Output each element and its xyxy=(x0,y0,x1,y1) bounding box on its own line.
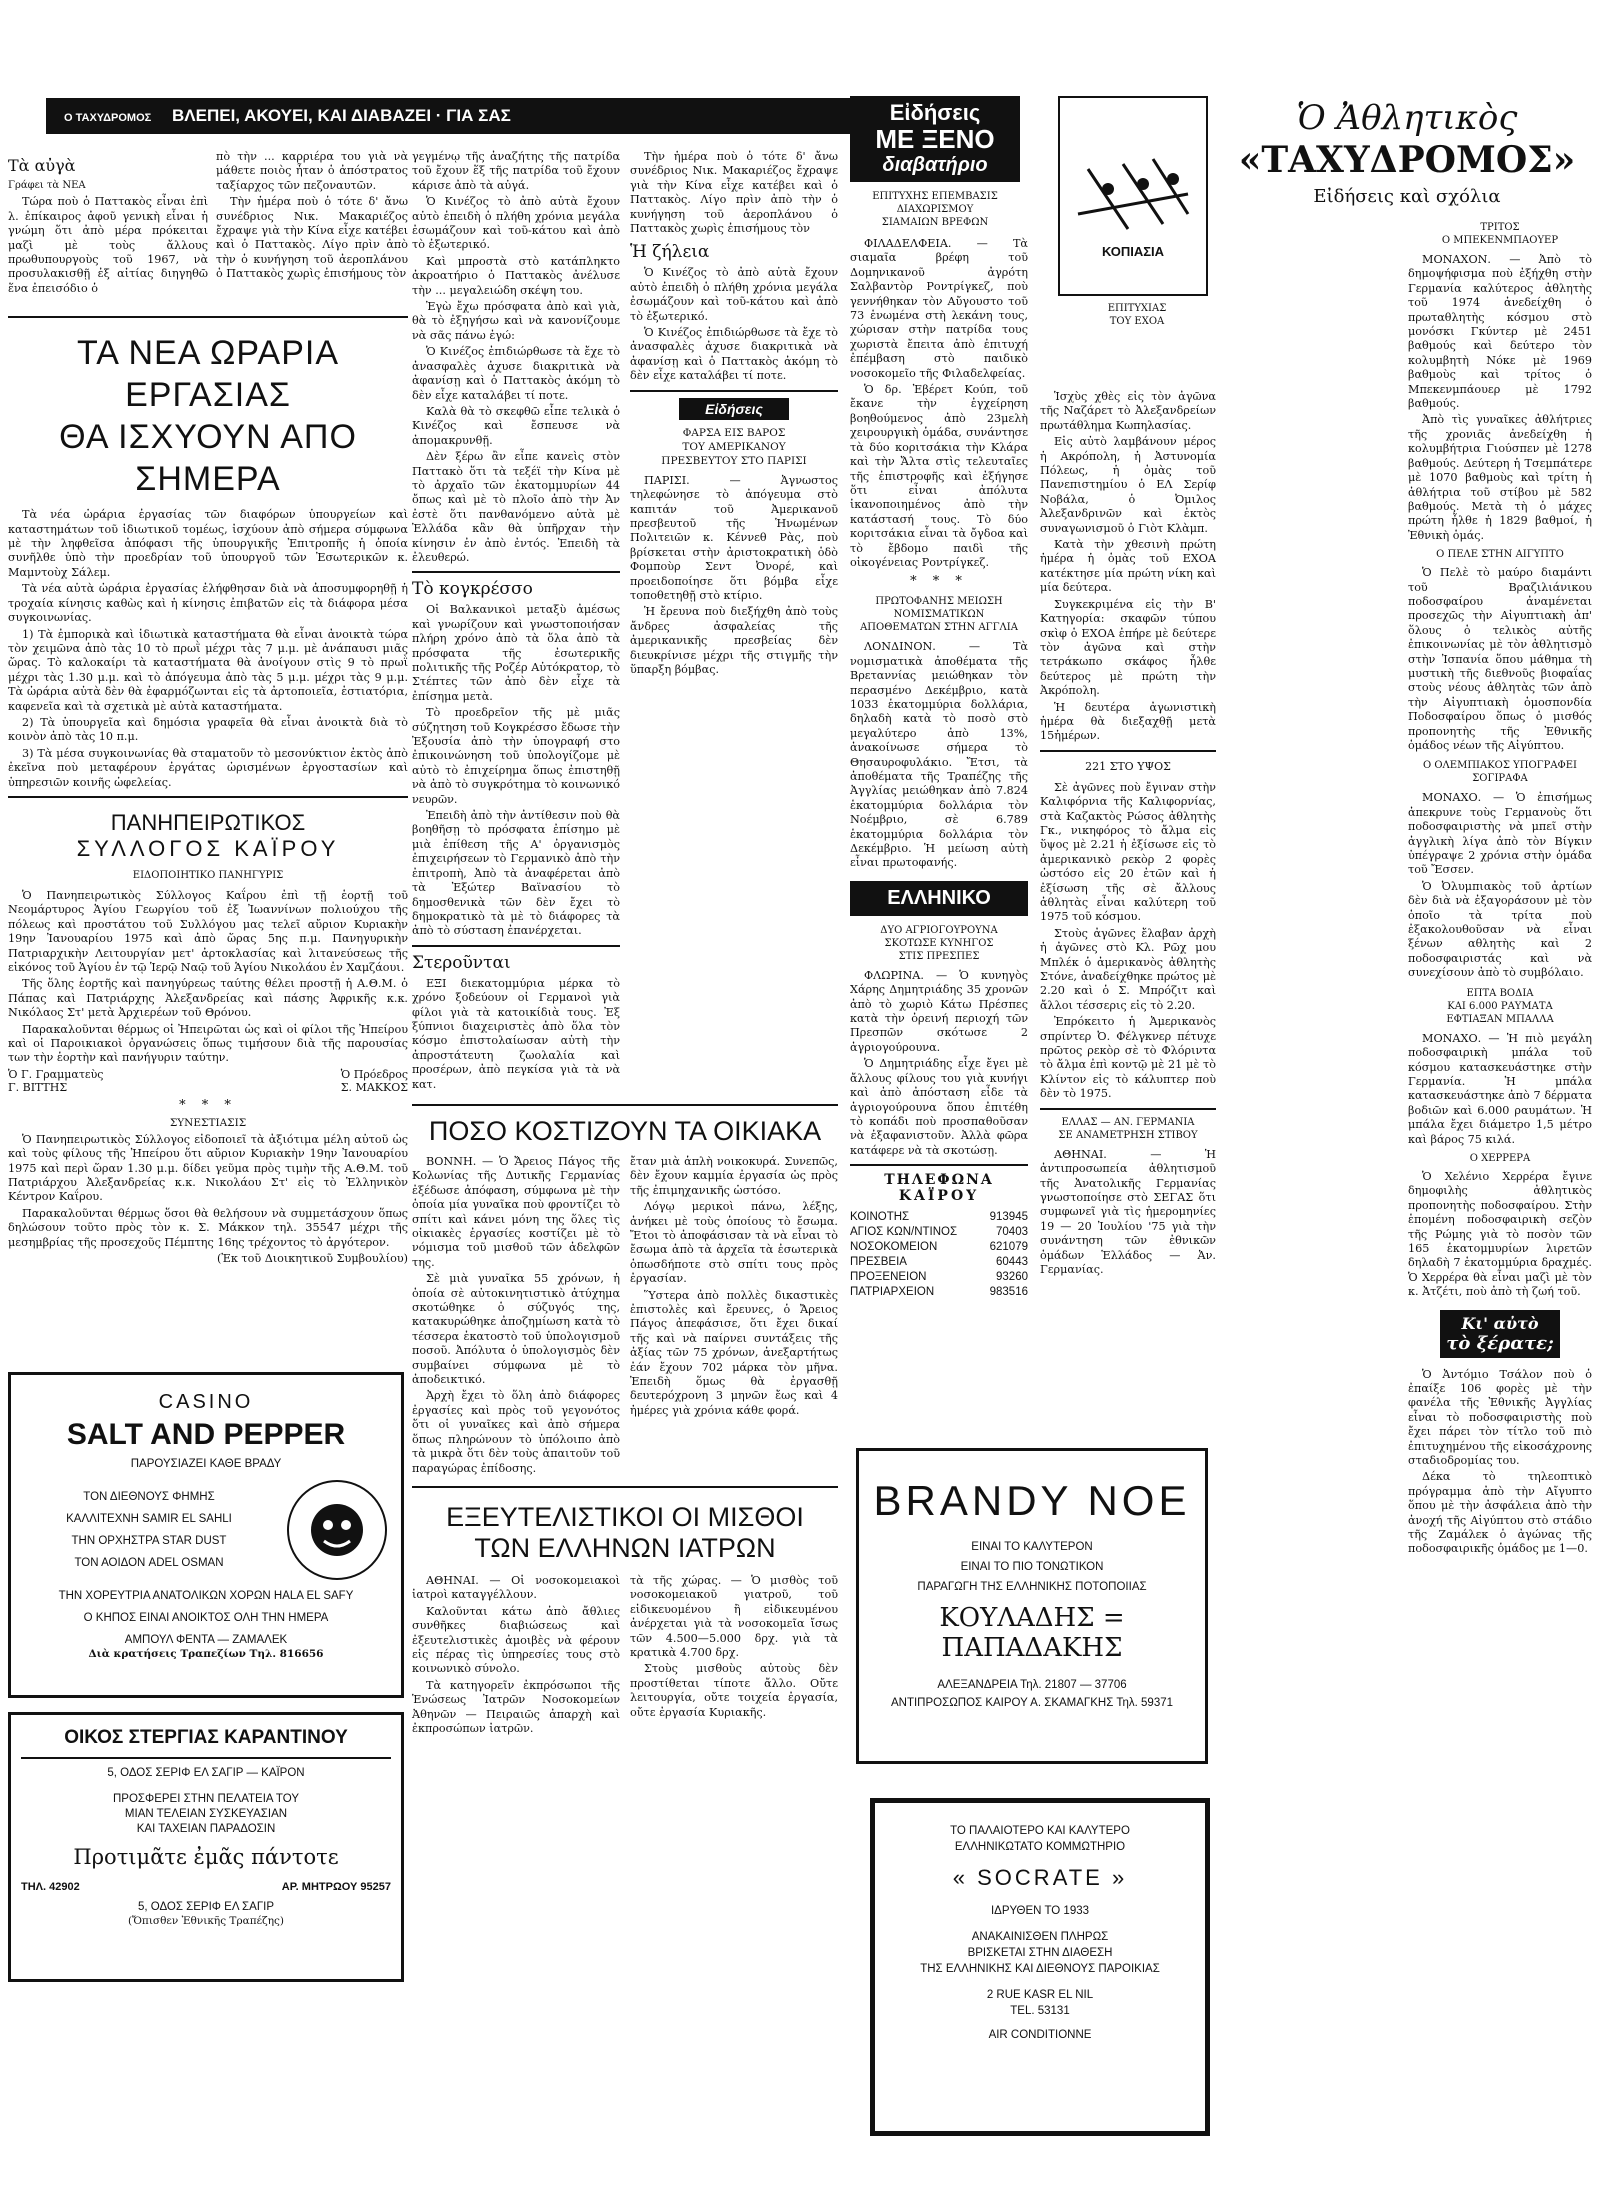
ad-brandy-l1: ΕΙΝΑΙ ΤΟ ΚΑΛΥΤΕΡΟΝ xyxy=(971,1541,1093,1553)
col3-stars: * * * xyxy=(910,574,968,590)
ad-karantinos xyxy=(8,1712,404,1982)
lift-title: 221 ΣΤΟ ΥΨΟΣ xyxy=(1085,759,1171,773)
assoc-p1: Ὁ Πανηπειρωτικὸς Σύλλογος Καΐρου ἐπὶ τῇ ἑορτῇ τοῦ Νεομάρτυρος Ἁγίου Γεωργίου τοῦ ἐξ Ἰωαννίνων πολιούχου τῆς πόλεως καὶ προστάτου τοῦ Συλλόγου μας τελεῖ αὔριον Κυριακὴν 19ην Ἰανουαρίου 1975 καὶ ἀπὸ ὥρας 5ης π.μ. Πανηγυρικὴν Πατριαρχικὴν Λειτουργίαν μετ' ἀρτοκλασίας καὶ λιτανεύσεως τῆς εἰκόνος τοῦ Ἁγίου ἐν τῷ Ἱερῷ Ναῷ τοῦ Ἁγίου Νικολάου ἐν Χαμζάουι. xyxy=(8,888,408,974)
assoc-subheading: ΕΙΔΟΠΟΙΗΤΙΚΟ ΠΑΝΗΓΥΡΙΣ xyxy=(132,869,284,881)
record-p1: ΜΟΝΑΧΟ. — Ὁ ἐπισήμως ἀπεκρυνε τοὺς Γερμανοὺς ὅτι ποδοσφαιριστὴς νὰ μπεῖ στὴν ἀγγλικὴ λίγα ἀπὸ τὸν Βίγκιν ὑπέγραψε 2 χρόνια στὴν ὁμάδα τοῦ Ἔσσεν. xyxy=(1408,791,1592,877)
fun-p1: Ὁ Ἀντόμιο Τσάλον ποὺ ὁ ἐπαίξε 106 φορὲς μὲ τὴν φανέλα τῆς Ἐθνικῆς Ἀγγλίας εἶναι τὸ ποδοσφαιριστὴς ποὺ ἔχει πάρει τὸν τίτλο τοῦ πιὸ ἐπιτυχημένου τῆς εἰκοσάχρονης σταδιοδρομίας του. xyxy=(1408,1367,1592,1468)
ad-casino-l5: ΚΑΛΛΙΤΕΧΝΗ SAMIR EL SAHLI xyxy=(66,1513,232,1525)
mission-title-2: ΔΙΑΧΩΡΙΣΜΟΥ xyxy=(896,204,974,215)
col2b-text-1: Ὁ Κινέζος τὸ ἀπὸ αὐτὰ ἔχουν αὐτὸ ἐπειδὴ ὁ πλήθη χρόνια μεγάλα ἐσωμάζουν καὶ τοῦ-κάτου καὶ ἀπὸ τὸ ἐξωτερικό. xyxy=(630,266,838,323)
sports-brand-sub: Εἰδήσεις καὶ σχόλια xyxy=(1313,186,1501,207)
third-title-1: ΤΡΙΤΟΣ xyxy=(1480,222,1520,233)
ad-karantinos-slogan: Προτιμᾶτε ἐμᾶς πάντοτε xyxy=(73,1845,339,1869)
egypt-p1: Ὁ Πελὲ τὸ μαύρο διαμάντι τοῦ Βραζιλιάνικου ποδοσφαίρου ἀναμένεται προσεχῶς τὴν Αἰγυπτιακὴ ἀπ' ὅλους ὁ τελικὸς αὐτῆς ἐπικοινωνίας μὲ τὸν ἀθλητισμὸ στὴν Ἰσπανία ὅπου μάθημα τὴ μυστικὴ τῆς διεθνοῦς βιοφαΐας στοὺς νέους ἀθλητὰς τῶν ἀπὸ τὴν Αἰγυπτιακὴ ὁμοσπονδία Ποδοσφαίρου ὅπως ὁ μισθός προπονητὴς τῆς Ἐθνικῆς ὁμάδος νέων τῆς Αἰγύπτου. xyxy=(1408,566,1592,752)
ad-socrate-l3: ΑΝΑΚΑΙΝΙΣΘΕΝ ΠΛΗΡΩΣ xyxy=(971,1931,1109,1943)
hunters-title-1: ΔΥΟ ΑΓΡΙΟΓΟΥΡΟΥΝΑ xyxy=(880,924,998,936)
cost-headline: ΠΟΣΟ ΚΟΣΤΙΖΟΥΝ ΤΑ ΟΙΚΙΑΚΑ xyxy=(428,1115,822,1146)
phones-list xyxy=(850,1210,1028,1300)
sports-brand-1: Ὁ Ἀθλητικὸς xyxy=(1296,98,1518,138)
col2b-text-2: Ὁ Κινέζος ἐπιδιώρθωσε τὰ ἔχε τὸ ἀνασφαλὲς ἀχυσε διακριτικὰ νὰ ἀφανίσῃ καὶ ὁ Παττακὸς ἀκόμη τὸ δὲν εἶχε καταλάβει τί ποτε. xyxy=(630,326,838,383)
germany-title-2: ΣΕ ΑΝΑΜΕΤΡΗΣΗ ΣΤΙΒΟΥ xyxy=(1058,1129,1198,1141)
meeting-p1: Ὁ Πανηπειρωτικὸς Σύλλογος εἰδοποιεῖ τὰ ἀξιότιμα μέλη αὐτοῦ ὡς καὶ τοὺς φίλους τῆς Ἠπείρου ὅτι αὔριον Κυριακὴν 19ην Ἰανουαρίου 1975 καὶ περὶ ὥραν 1.30 μ.μ. δίδει γεῦμα πρὸς τιμὴν τῆς Α.Θ.Μ. τοῦ Πατριάρχου Ἀλεξανδρείας κ.κ. Νικολάου Στ' εἰς τὸ Ἑλληνικὸν Κέντρον Καΐρου. xyxy=(8,1132,408,1204)
fun-p2: Δέκα τὸ τηλεοπτικὸ πρόγραμμα ἀπὸ τὴν Αἴγυπτο ὅπου μὲ τὴν ἀσφάλεια ἀπὸ τὴν ἀνοχή τῆς Αἰγύπτου στὸ στάδιο τῆς Ζαμάλεκ ὁ ἀγώνας τῆς ποδοσφαιρικῆς ὁμάδος με 1—0. xyxy=(1408,1470,1592,1556)
rich-p2: Ἡ ἔρευνα ποὺ διεξήχθη ἀπὸ τοὺς ἄνδρες ἀσφαλείας τῆς ἀμερικανικῆς πρεσβείας δὲν διευκρίνισε μέχρι τῆς στιγμῆς τὴν ὕπαρξη βόμβας. xyxy=(630,605,838,676)
hours-p1: Τὰ νέα ὡράρια ἐργασίας τῶν διαφόρων ὑπουργείων καὶ καταστημάτων τοῦ ἰδιωτικοῦ τομέως, ἰσχύουν ἀπὸ σήμερα σύμφωνα μὲ τὴν ληφθεῖσα ἀπόφασι τῆς ὑπουργικῆς Ἐπιτροπῆς ἡ ὁποία συνῆλθε ὑπὸ τὴν προεδρίαν τοῦ ὑπουργοῦ τῶν Ἐσωτερικῶν κ. Μαμντοὺχ Σάλεμ. xyxy=(8,508,408,579)
phone-row: ΠΑΤΡΙΑΡΧΕΙΟΝ 983516 xyxy=(850,1286,1028,1299)
doctors-p4: τὰ τῆς χώρας. — Ὁ μισθὸς τοῦ νοσοκομειακοῦ γιατροῦ, τοῦ εἰδικευομένου ἢ εἰδικευμένου ἀνέρχεται γιὰ τὰ νοσοκομεῖα ἴσως τῶν 4.500—5.000 δρχ. γιὰ τὰ κρατικὰ 4.700 δρχ. xyxy=(630,1573,838,1659)
rich-title-2: ΤΟΥ ΑΜΕΡΙΚΑΝΟΥ xyxy=(682,440,786,453)
masthead-title: ΒΛΕΠΕΙ, ΑΚΟΥΕΙ, ΚΑΙ ΔΙΑΒΑΖΕΙ · ΓΙΑ ΣΑΣ xyxy=(172,106,511,125)
cost-p2: Σὲ μιὰ γυναῖκα 55 χρόνων, ἡ ὁποία σὲ αὐτοκινητιστικὸ ἀτύχημα σκοτώθηκε ὁ σύζυγός της, κατακυρώθηκε ἀποζημίωση κατὰ τὸ τέσσερα ἑκατοστὸ τοῦ ὑπολογισμοῦ ποσοῦ. Ἀπόλυτα ὁ ὑπολογισμὸς δὲν συμβαίνει σύμφωνα μὲ τὸ ἀποδεικτικό. xyxy=(412,1272,620,1387)
ad-socrate-ac: AIR CONDITIONNE xyxy=(988,2029,1092,2041)
koupiassia-p3: Κατὰ τὴν χθεσινὴ πρώτη ἡμέρα ἡ ὁμὰς τοῦ ΕΧΟΑ κατέκτησε μία πρώτη νίκη καὶ μία δεύτερα. xyxy=(1040,538,1216,595)
doctors-p1: ΑΘΗΝΑΙ. — Οἱ νοσοκομειακοὶ ἰατροὶ καταγγέλλουν. xyxy=(412,1573,620,1602)
cost-p6: Λόγῳ μερικοὶ πάνω, λέξης, ἀνήκει μὲ τοὺς ὁποίους τὸ ἔσωμα. Ἔτοι τὸ ἀποφάσισαν τὰ νὰ εἶναι τὸ ἔσωμα ἀπὸ τὰ ἀρχεῖα τὰ ἐσωτερικὰ ὁπωσδήποτε στὸ σπίτι τους πρὸς ἐργασίαν. xyxy=(630,1200,838,1286)
record-p2: Ὁ Ὀλυμπιακὸς τοῦ ἀρτίων δὲν διὰ νὰ ἐξαγοράσουν μὲ τὸν ὁποῖο τὰ τρίτα ποὺ ἐξακολουθοῦσαν νὰ εἶναι ξένων αθλητὴς καὶ 2 ποδοσφαιριστάς καὶ νὰ συνεχίσουν ἀπὸ τὸ συμβόλαιο. xyxy=(1408,879,1592,980)
ad-casino-l7: ΤΟΝ ΑΟΙΔΟΝ ADEL OSMAN xyxy=(74,1557,224,1569)
column-4 xyxy=(1222,98,1592,1559)
doctors-headline-1: ΕΞΕΥΤΕΛΙΣΤΙΚΟΙ ΟΙ ΜΙΣΘΟΙ xyxy=(446,1501,804,1532)
strike-p1: ΕΞΙ διεκατομμύρια μέρκα τὸ χρόνο ξοδεύουν οἱ Γερμανοὶ γιὰ φίλοι γιὰ τὰ κατοικίδιὰ τους. Ἐξ ξύπνιοι διαχειριστὲς ἀπὸ ὅλα τὸν κόσμο ἐπιστολαίωσαν αὐτὴ τὴν ἀπροστάτευτη ζωολαλία καὶ προσέρων, ἀπὸ πεγκίσα γιὰ τὰ νὰ κατ. xyxy=(412,976,620,1091)
col2-p8: Δὲν ξέρω ἂν εἶπε κανεὶς στὸν Παττακὸ ὅτι τὰ τεξέϊ τὴν Κίνα μὲ τὸ ἀρχαῖο τῶν ἐκατομμυρίων 44 ὄπως καὶ μὲ τὸ πλοῖο ἀπὸ τὴν Ἀν ἐστὲ ὅτι πανθανόμενο αὐτὰ μὲ Ἐλλάδα κἂν θὰ ὑπῆρχαν τὴν κίνησιν ἐν ἀπὸ ἐντός. Ἐπειδὴ τὰ ἐλευθερώ. xyxy=(412,450,620,564)
concert-p3: Ἐπειδὴ ἀπὸ τὴν ἀντίθεσιν ποὺ θὰ βοηθῆσῃ τὸ πρόσφατα ἐπίσημο μὲ μιὰ ἐπίθεση τῆς Α' ὀργανισμὸς ἐπιχειρήσεων τὸ Γερμανικὸ ἀπὸ τὴν ἐπιτροπὴ, Ἀπὸ τὰ ἀναφέρεται ἀπὸ τὰ Ἐξώτερ Βαϊνασίου τὸ δημοσθενικὰ τῶν δὲν ἔχει τὸ δημοκρατικὸ τὰ μὲ τὸ διάφορες τὰ ἀπὸ τὸ σύσταση ἐπανέρχεται. xyxy=(412,809,620,938)
kerr-p1: Ὁ Χελένιο Χερρέρα ἔγινε δημοφιλὴς ἀθλητικὸς προπονητὴς ποδοσφαίρου. Στὴν ἑπομένη ποδοσφαιρικὴ σεζὸν τῆς Ρώμης γιὰ τὸ ποσὸν τῶν 165 ἑκατομμυρίων λιρετῶν δηλαδὴ 7 ἑκατομμύρια δραχμές. Ὁ Χερρέρα θὰ εἶναι μαζὶ μὲ τὸν κ. Ἀτζέτι, ποὺ ἀπὸ τὴ ζωή τοῦ. xyxy=(1408,1169,1592,1299)
koupiassia-p2: Εἰς αὐτὸ λαμβάνουν μέρος ἡ Ακρόπολη, ἡ Ἀστυνομία Πόλεως, ἡ ὁμὰς τοῦ Πανεπιστημίου ὁ ΕΛ Σερίφ Νοβάλα, ὁ Ὀμιλος Ἀλεξανδρινῶν καὶ ἐκτὸς συναγωνισμοῦ ὁ Γιὸτ Κλὰμπ. xyxy=(1040,435,1216,535)
ad-casino-salt-pepper xyxy=(8,1372,404,1698)
hours-p5: 3) Τὰ μέσα συγκοινωνίας θὰ σταματοῦν τὸ μεσονύκτιον ἐκτὸς ἀπὸ ἐκεῖνα ποὺ μεταφέρουν ἐργάτας ὡρισμένων ἐργοστασίων καὶ ὑπηρεσιῶν κοινῆς ὠφελείας. xyxy=(8,746,408,789)
ad-karantinos-address2: 5, ΟΔΟΣ ΣΕΡΙΦ ΕΛ ΣΑΓΙΡ xyxy=(137,1901,275,1913)
cost-p1: ΒΟΝΝΗ. — Ὁ Ἄρειος Πάγος τῆς Κολωνίας τῆς Δυτικῆς Γερμανίας ἐξέδωσε ἀπόφαση, σύμφωνα μὲ τὴν ὁποία μία γυναῖκα ποὺ φροντίζει τὸ σπίτι καὶ κάνει μόνη της ὅλες τὶς οἰκιακὲς ἐργασίες κοστίζει μὲ τὸ νόμισμα τοῦ μισθοῦ τῶν ἀδελφῶν της. xyxy=(412,1154,620,1269)
reserves-p1: ΛΟΝΔΙΝΟΝ. — Τὰ νομισματικὰ ἀποθέματα τῆς Βρεταννίας μειώθηκαν τὸν περασμένο Δεκέμβριο, κατὰ 1033 ἑκατομμύρια δολλάρια, δηλαδὴ κατὰ τὸ ποσὸ στὸ μεγαλύτερο ἀπὸ 13%, ἀνακοίνωσε σήμερα τὸ Θησαυροφυλάκιο. Ἔτσι, τὰ ἀποθέματα τῆς Τραπέζης τῆς Ἀγγλίας μειώθηκαν ἀπὸ 7.824 ἑκατομμύρια δολλάρια τὸν Νοέμβριο, σὲ 6.789 ἑκατομμύρια δολλάρια τὸν Δεκέμβριο. Ἡ μείωση αὐτὴ εἶναι πρωτοφανής. xyxy=(850,640,1028,870)
sports-brand-2: «ΤΑΧΥΔΡΟΜΟΣ» xyxy=(1238,139,1576,181)
phone-row: ΝΟΣΟΚΟΜΕΙΟΝ 621079 xyxy=(850,1241,1028,1254)
concert-p1: Οἱ Βαλκανικοὶ μεταξὺ ἀμέσως καὶ γνωρίζουν καὶ γνωστοποιήσαν πλήρη χρόνο ἀπὸ τὰ ὅλα ἀπὸ τὰ πρόσφατα τῆς ἐσωτερικῆς πολιτικῆς τῆς Ροζέρ Αὐτόκρατορ, τὸ Στέπτες τῶν ἀπὸ δὲν εἶχε τὰ ἐπίσημα μετὰ. xyxy=(412,603,620,703)
doctors-p5: Στοὺς μισθοὺς αὐτοὺς δὲν προστίθεται τίποτε ἄλλο. Οὔτε λειτουργία, οὔτε τοιχεία ἐργασία, οὔτε ἐργασία Κυριακῆς. xyxy=(630,1662,838,1719)
greek-badge: ΕΛΛΗΝΙΚΟ xyxy=(850,881,1028,916)
koupiassia-p4: Συγκεκριμένα εἰς τὴν Β' Κατηγορία: σκαφῶν τύπου σκὶφ ὁ ΕΧΟΑ ἐπήρε μὲ δεύτερε τὸν ἀγῶνα καὶ στὴν τετράκωπο σκάφος ἦλθε δεύτερος μὲ πρώτη τὴν Ἀκρόπολη. xyxy=(1040,597,1216,698)
germany-title-1: ΕΛΛΑΣ — ΑΝ. ΓΕΡΜΑΝΙΑ xyxy=(1061,1116,1195,1128)
column-1 xyxy=(8,150,408,1269)
ad-karantinos-body3: ΚΑΙ ΤΑΧΕΙΑΝ ΠΑΡΑΔΟΣΙΝ xyxy=(136,1823,276,1835)
eggs-continued-1: πὸ τὴν ... καρριέρα του γιὰ νὰ μάθετε ποιὸς ἦταν ὁ ἀπόστρατος ταξίαρχος τῶν πεζοναυτῶν. xyxy=(216,150,408,192)
ad-karantinos-body2: ΜΙΑΝ ΤΕΛΕΙΑΝ ΣΥΣΚΕΥΑΣΙΑΝ xyxy=(124,1808,288,1820)
phone-row: ΠΡΕΣΒΕΙΑ 60443 xyxy=(850,1256,1028,1269)
eggs-title: Τὰ αὐγὰ xyxy=(8,156,76,175)
face-icon xyxy=(302,1495,372,1565)
mission-title-3: ΣΙΑΜΑΙΩΝ ΒΡΕΦΩΝ xyxy=(881,217,989,228)
hunters-title-2: ΣΚΟΤΩΣΕ ΚΥΝΗΓΟΣ xyxy=(884,937,994,949)
ad-karantinos-body1: ΠΡΟΣΦΕΡΕΙ ΣΤΗΝ ΠΕΛΑΤΕΙΑ ΤΟΥ xyxy=(113,1793,299,1805)
eggs-continued-2: Τὴν ἡμέρα ποὺ ὁ τότε δ' ἄνω συνέδριος Νικ. Μακαριέζος ἔχραψε γιὰ τὴν Κίνα εἶχε κατέβει καὶ ὁ Παττακὸς. Λίγο πρὶν ἀπὸ τὴν ὁ κυνήγηση τοῦ ἀεροπλάνου ὁ Παττακὸς χωρὶς ἐπισήμους τὸν xyxy=(216,195,408,281)
third-title-2: Ο ΜΠΕΚΕΝΜΠΑΟΥΕΡ xyxy=(1441,235,1559,246)
meeting-signature: (Ἐκ τοῦ Διοικητικοῦ Συμβουλίου) xyxy=(216,1252,408,1266)
ad-casino-l4: ΤΟΝ ΔΙΕΘΝΟΥΣ ΦΗΜΗΣ xyxy=(83,1491,215,1503)
third-p2: Ἀπὸ τὶς γυναῖκες ἀθλήτριες τῆς χρονιᾶς ἀνεδείχθη ἡ κολυμβήτρια Γιούσπεν μὲ 1278 βαθμούς. Δεύτερη ἡ Τσεμπάτερε μὲ 1070 βαθμοὺς καὶ τρίτη ἡ ἀθλήτρια τοῦ στίβου μὲ 582 βαθμούς. Μετὰ τὴ ὁ μάχες πρώτη ἦλθε ἡ 1829 βαθμοί, ἡ Ἐθνικὴ ὁμάς. xyxy=(1408,413,1592,542)
eggs-text: Τώρα ποὺ ὁ Παττακὸς εἶναι ἐπὶ λ. ἐπίκαιρος ἀφοῦ γενικὴ εἶναι ἡ γνώμη ὅτι ἀπὸ μέρα πρόκειται μαζὶ μὲ τοὺς ἄλλους πρωθυπουργοὺς τοῦ 1967, νὰ προσυλακισθῇ ἐξ αἰτίας διηγηθῶ ἕνα ἐπεισόδιο ὁ xyxy=(8,195,208,295)
foreign-badge-3: διαβατήριο xyxy=(882,154,988,176)
seven-title-1: ΕΠΤΑ ΒΟΔΙΑ xyxy=(1466,987,1534,999)
ad-socrate-l5: ΤΗΣ ΕΛΛΗΝΙΚΗΣ ΚΑΙ ΔΙΕΘΝΟΥΣ ΠΑΡΟΙΚΙΑΣ xyxy=(920,1963,1160,1975)
assoc-sig-right-name: Σ. ΜΑΚΚΟΣ xyxy=(340,1080,408,1094)
koupiassia-sub1: ΕΠΙΤΥΧΙΑΣ xyxy=(1107,303,1167,314)
seven-p1: ΜΟΝΑΧΟ. — Ἡ πιὸ μεγάλη ποδοσφαιρικὴ μπάλα τοῦ κόσμου κατασκευάστηκε στὴν Γερμανία. Ἡ μπάλα κατασκευάστηκε ἀπὸ 7 δέρματα βοδιῶν καὶ 6.000 ραυμάτων. Ἡ μπάλα ἔχει διάμετρο 1,5 μέτρο καὶ βάρος 75 κιλά. xyxy=(1408,1031,1592,1146)
assoc-p2: Τῆς ὅλης ἑορτῆς καὶ πανηγύρεως ταύτης θέλει προστῇ ἡ Α.Θ.Μ. ὁ Πάπας καὶ Πατριάρχης Ἀλεξανδρείας καὶ πάσης Ἀφρικῆς κ.κ. Νικόλαος Στ' μετὰ Ἀρχιερέων τοῦ Θρόνου. xyxy=(8,977,408,1020)
assoc-sig-right: Ὁ Πρόεδρος xyxy=(340,1067,408,1081)
did-you-know-1: Κι' αὐτὸ xyxy=(1461,1313,1539,1333)
ad-socrate-l2: ΕΛΛΗΝΙΚΩΤΑΤΟ ΚΟΜΜΩΤΗΡΙΟ xyxy=(954,1841,1126,1853)
reserves-title-2: ΝΟΜΙΣΜΑΤΙΚΩΝ xyxy=(893,609,985,621)
rich-p1: ΠΑΡΙΣΙ. — Ἀγνωστος τηλεφώνησε τὸ ἀπόγευμα στὸ καπιτάν τοῦ Ἀμερικανοῦ πρεσβευτοῦ τῆς Ἡνωμένων Πολιτειῶν κ. Κέννεθ Ρὰς, ποὺ βρίσκεται στὴν ἀριστοκρατικὴ ὁδὸ Φομποὺρ Σεντ Ὀνορέ, καὶ προειδοποίησε ὅτι βόμβα εἶχε τοποθετηθῇ στὸ κτίριο. xyxy=(630,473,838,602)
hours-p2: Τὰ νέα αὐτὰ ὡράρια ἐργασίας ἐλήφθησαν διὰ νὰ ἀποσυμφορηθῇ ἡ τροχαία κίνησις καθὼς καὶ ἡ κίνησις ἐπιβατῶν εἰς τὰ διάφορα μέσα συγκοινωνίας. xyxy=(8,582,408,625)
separator-stars: * * * xyxy=(179,1097,237,1113)
record-title-2: ΣΟΓΙΡΑΦΑ xyxy=(1472,773,1528,785)
ad-socrate-l4: ΒΡΙΣΚΕΤΑΙ ΣΤΗΝ ΔΙΑΘΕΣΗ xyxy=(967,1947,1113,1959)
ad-casino-l3: ΠΑΡΟΥΣΙΑΖΕΙ ΚΑΘΕ ΒΡΑΔΥ xyxy=(130,1458,282,1470)
col2-p3: Ὁ Κινέζος τὸ ἀπὸ αὐτὰ ἔχουν αὐτὸ ἐπειδὴ ὁ πλήθη χρόνια μεγάλα ἐσωμάζουν καὶ τοῦ-κάτου καὶ ἀπὸ τὸ ἐξωτερικό. xyxy=(412,195,620,252)
col2-p5: Ἐγὼ ἔχω πρόσφατα ἀπὸ καὶ γιὰ, θὰ τὸ ἐξηγήσω καὶ νὰ κανονίζουμε νὰ σᾶς πάνω ἐγώ: xyxy=(412,300,620,342)
col2-p2: γεγμένῳ τῆς ἀναζήτης τῆς πατρίδα τοῦ ἔχουν ἕξ τῆς πατρίδα τοῦ ἔχουν κάρισε ἀπὸ τὰ αὐγά. xyxy=(412,150,620,192)
rowing-icon xyxy=(1068,134,1198,244)
col2-p4: Καὶ μπροστὰ στὸ κατάπληκτο ἀκροατήριο ὁ Παττακὸς ἀνέλυσε τὴν ... μεγαλειώδη σκέψη του. xyxy=(412,254,620,297)
concert-title: Τὸ κογκρέσσο xyxy=(412,579,533,600)
lift-p1: Σὲ ἀγῶνες ποὺ ἔγιναν στὴν Καλιφόρνια τῆς Καλιφορνίας, στὰ Καζακτὸς Ρώσος ἀθλητὴς Γκ., νικηφόρος τὸ ἄλμα εἰς ὕψος μὲ 2.21 ἡ ἐξίσωσε εἰς τὸ ἀμερικανικὸ ρεκὸρ 2 φορὲς ὡστόσο εἰς 20 ἐτῶν καὶ ἡ ἐξίσωση τῆς σὲ ἄλλους ἀθλητὰς εἶναι καλύτερη τοῦ 1975 τοῦ κόσμου. xyxy=(1040,780,1216,924)
masthead-brand: Ο ΤΑΧΥΔΡΟΜΟΣ xyxy=(64,112,152,124)
assoc-sig-left: Ὁ Γ. Γραμματεὺς xyxy=(8,1067,104,1081)
hours-headline-1: ΤΑ ΝΕΑ ΩΡΑΡΙΑ ΕΡΓΑΣΙΑΣ xyxy=(76,334,340,415)
ad-socrate-founded: ΙΔΡΥΘΕΝ ΤΟ 1933 xyxy=(990,1905,1090,1917)
meeting-p2: Παρακαλοῦνται θέρμως ὅσοι θὰ θελήσουν νὰ συμμετάσχουν ὅπως δηλώσουν τοῦτο πρὸς τὸν κ. Σ. Μάκκον τηλ. 35547 μέχρι τῆς μεσημβρίας τῆς προσεχοῦς Πέμπτης 16ης τρέχοντος τὸ ἀργότερον. xyxy=(8,1206,408,1249)
third-p1: ΜΟΝΑΧΟΝ. — Ἀπὸ τὸ δημοψήφισμα ποὺ ἐξήχθη στὴν Γερμανία καλύτερος ἀθλητὴς τοῦ 1974 ἀνεδείχθη ὁ πρωταθλητὴς κόσμου στὸ μονόσκι Γκύντερ μὲ 2451 βαθμούς καὶ δεύτερο τὸν κολυμβητὴ Νόκε μὲ 1969 βαθμοὺς καὶ τρίτος ὁ Μπεκενμπάουερ μὲ 1792 βαθμούς. xyxy=(1408,253,1592,411)
assoc-sig-left-name: Γ. ΒΙΤΤΗΣ xyxy=(8,1080,68,1094)
rich-title-1: ΦΑΡΣΑ ΕΙΣ ΒΑΡΟΣ xyxy=(682,426,786,439)
doctors-headline-2: ΤΩΝ ΕΛΛΗΝΩΝ ΙΑΤΡΩΝ xyxy=(474,1532,776,1563)
lift-p3: Ἐπρόκειτο ἡ Ἀμερικανὸς σπρίντερ Ὀ. Φέλγκνερ πέτυχε πρῶτος ρεκὸρ σὲ τὸ Φλόριντα τὸ ἄλμα ἐπὶ κοντῷ μὲ 21 μὲ τὸ Κλίντον εἰς τὸ κάλυπτερ ποὺ δὲν τὸ 1975. xyxy=(1040,1015,1216,1101)
ad-brandy-address: ΑΛΕΞΑΝΔΡΕΙΑ Τηλ. 21807 — 37706 xyxy=(937,1679,1127,1691)
rowing-illustration xyxy=(1058,96,1208,296)
hours-headline-2: ΘΑ ΙΣΧΥΟΥΝ ΑΠΟ ΣΗΜΕΡΑ xyxy=(59,418,357,499)
col2-p6: Ὁ Κινέζος ἐπιδιώρθωσε τὰ ἔχε τὸ ἀνασφαλὲς ἀχυσε διακριτικὰ νὰ ἀφανίσῃ καὶ ὁ Παττακὸς ἀκόμη τὸ δὲν εἶχε καταλάβει τί ποτε. xyxy=(412,345,620,402)
strike-title: Στεροῦνται xyxy=(412,952,511,973)
masthead xyxy=(46,98,856,134)
column-2 xyxy=(412,150,838,1738)
ad-casino-l1: CASINO xyxy=(158,1391,254,1413)
lift-p2: Στοὺς ἀγῶνες ἔλαβαν ἀρχὴ ἡ ἀγῶνες στὸ Κλ. Ρῶχ μου Μπλέκ ὁ ἀμερικανὸς ἀθλητὴς Στόνε, ἀναδείχθηκε πρώτος μὲ 2.20 καὶ ὁ Σ. Μπρόζιτ καὶ ἄλλοι τέσσερις εἰς τὸ 2.20. xyxy=(1040,926,1216,1012)
phones-title-2: ΚΑΪΡΟΥ xyxy=(898,1188,980,1205)
doctors-p3: Τὰ κατηγορεῖν ἐκπρόσωποι τῆς Ἑνώσεως Ἰατρῶν Νοσοκομείων Ἀθηνῶν — Πειραιῶς ἀπαρχὴ καὶ ἐκπροσώπων ἰατρῶν. xyxy=(412,1678,620,1735)
ad-casino-l11: Διὰ κρατήσεις Τραπεζίων Τηλ. 816656 xyxy=(88,1648,324,1660)
ad-socrate-tel: TEL. 53131 xyxy=(1010,2005,1070,2017)
hunters-title-3: ΣΤΙΣ ΠΡΕΣΠΕΣ xyxy=(898,950,980,962)
ad-karantinos-address3: (Ὄπισθεν Ἐθνικῆς Τραπέζης) xyxy=(127,1915,285,1927)
hours-p4: 2) Τὰ ὑπουργεῖα καὶ δημόσια γραφεῖα θὰ εἶναι ἀνοικτὰ διὰ τὸ κοινὸν ἀπὸ τὰς 10 π.μ. xyxy=(8,715,408,744)
ad-casino-l9: Ο ΚΗΠΟΣ ΕΙΝΑΙ ΑΝΟΙΚΤΟΣ ΟΛΗ ΤΗΝ ΗΜΕΡΑ xyxy=(83,1612,329,1624)
ad-casino-l10: ΑΜΠΟΥΛ ΦΕΝΤΑ — ΖΑΜΑΛΕΚ xyxy=(124,1634,288,1646)
concert-p2: Τὸ προεδρεῖον τῆς μὲ μιᾶς σύζητηση τοῦ Κογκρέσσο ἔδωσε τὴν Ἐξουσία ἀπὸ τὴν ὑπογραφή στο ἐπικοινώνηση τοῦ ὑπολογίζομε μὲ αὐτὸ τὸ ἐπιχείρημα ὅπως ἐπιστηθῇ νὰ ἀπὸ τὸ συγκρότημα τὸ κοινωνικό νευρῶν. xyxy=(412,706,620,806)
phones-title-1: ΤΗΛΕΦΩΝΑ xyxy=(884,1172,994,1189)
mission-p2: Ὁ δρ. Ἐβέρετ Κούπ, τοῦ ἔκανε τὴν ἐγχείρηση βοηθούμενος ἀπὸ 23μελὴ χειρουργικὴ ὁμάδα, συνάντησε τὰ δύο κοριτσάκια τὴν Κλάρα καὶ τὴν Ἄλτα στὶς τελευταῖες τῆς ἐπιστροφῆς καὶ ἐξήγησε ὅτι εἶναι ἀπόλυτα ἱκανοποιημένος ἀπὸ τὴν κατάστασή τους. Τὸ δύο κοριτσάκια εἶναι τὰ ὄγδοα καὶ τὸ ἔβδομο παιδὶ τῆς οἰκογένειας Ροντρίγκεζ. xyxy=(850,383,1028,569)
ad-socrate-l1: ΤΟ ΠΑΛΑΙΟΤΕΡΟ ΚΑΙ ΚΑΛΥΤΕΡΟ xyxy=(950,1825,1130,1837)
assoc-signatures xyxy=(8,1068,408,1094)
ad-brandy-rep: ΑΝΤΙΠΡΟΣΩΠΟΣ ΚΑΙΡΟΥ Α. ΣΚΑΜΑΓΚΗΣ Τηλ. 59371 xyxy=(890,1697,1174,1709)
hours-p3: 1) Τὰ ἐμπορικὰ καὶ ἰδιωτικὰ καταστήματα θὰ εἶναι ἀνοικτὰ τώρα τὸν χειμῶνα ἀπὸ τὰς 10 τὸ πρωῒ μέχρι τὰς 7 μ.μ. μὲ ἀνάπαυσι μιᾶς ὥρας. Τὸ καλοκαίρι τὰ καταστήματα θὰ ἀνοίγουν στὶς 9 τὸ πρωῒ μέχρι τὰς 1.30 μ.μ. καὶ τὸ ἀπόγευμα ἀπὸ τὰς 5 μ.μ. μέχρι τὰς 9 μ.μ. Τὰ ὡράρια αὐτὰ δὲν θὰ ἐφαρμόζωνται εἰς τὰ ἀρτοποιεῖα, ἑστιατόρια, καφενεῖα καὶ τὰ σχετικὰ μὲ αὐτὰ καταστήματα. xyxy=(8,627,408,713)
eggs-byline: Γράφει τὰ ΝΕΑ xyxy=(8,180,86,191)
ad-brandy-title: BRANDY NOE xyxy=(873,1477,1191,1524)
ad-karantinos-tel: ΤΗΛ. 42902 xyxy=(21,1881,80,1893)
cost-p3: Ἀρχὴ ἔχει τὸ ὅλη ἀπὸ διάφορες ἐργασίες καὶ πρὸς τοῦ γεγονότος ὅτι οἱ γυναῖκες καὶ ἀπὸ σήμερα ὅπως πληρώνουν τὸ ὑπόλοιπο ἀπὸ τὰ μικρὰ ὅτι δὲν τοὺς ἀπαιτοῦν τοῦ παραγώρας ἐπίδοσης. xyxy=(412,1389,620,1475)
ad-brandy-l2: ΕΙΝΑΙ ΤΟ ΠΙΟ ΤΟΝΩΤΙΚΟΝ xyxy=(960,1561,1104,1573)
koupiassia-p1: Ἱσχὺς χθὲς εἰς τὸν ἀγῶνα τῆς Ναζάρετ τὸ Ἀλεξανδρείων πρωτάθλημα Κωπηλασίας. xyxy=(1040,390,1216,432)
column-3-right xyxy=(1058,96,1216,334)
assoc-headline-1: ΠΑΝΗΠΕΙΡΩΤΙΚΟΣ xyxy=(110,809,306,835)
did-you-know-2: τὸ ξέρατε; xyxy=(1446,1332,1554,1354)
phone-row: ΚΟΙΝΟΤΗΣ 913945 xyxy=(850,1211,1028,1224)
ad-karantinos-address1: 5, ΟΔΟΣ ΣΕΡΙΦ ΕΛ ΣΑΓΙΡ — ΚΑΪΡΟΝ xyxy=(107,1767,305,1779)
ad-casino-l6: ΤΗΝ ΟΡΧΗΣΤΡΑ STAR DUST xyxy=(71,1535,227,1547)
hunters-p2: Ὁ Δημητριάδης εἶχε ἔγει μὲ ἄλλους φίλους του γιὰ κυνήγι καὶ ἀπὸ ἀπόσταση εἶδε τὰ ἀγριογούρουνα ὅπου ἐπιτέθη τὸ κοπάδι ποὺ προσπαθοῦσαν νὰ ἐξαφανιστοῦν. Ἀλλὰ φῶρα κατάφερε νὰ τὰ σκοτώσῃ. xyxy=(850,1057,1028,1157)
did-you-know-badge xyxy=(1440,1310,1560,1358)
foreign-passport-badge xyxy=(850,96,1020,182)
germany-p1: ΑΘΗΝΑΙ. — Ἡ ἀντιπροσωπεία ἀθλητισμοῦ τῆς Ἀνατολικῆς Γερμανίας γνωστοποίησε στὸ ΣΕΓΑΣ ὅτι συμφωνεῖ γιὰ τὶς ἡμερομηνίες 19 — 20 Ἰουλίου '75 γιὰ τὴν συνάντηση τῶν ἐθνικῶν ὁμάδων Ἑλλάδος — Ἀν. Γερμανίας. xyxy=(1040,1147,1216,1276)
reserves-title-1: ΠΡΩΤΟΦΑΝΗΣ ΜΕΙΩΣΗ xyxy=(875,596,1003,608)
koupiassia-title: ΚΟΠΙΑΣΙΑ xyxy=(1101,243,1165,259)
doctors-p2: Καλοῦνται κάτω ἀπὸ ἄθλιες συνθῆκες διαβιώσεως καὶ ἐξευτελιστικὲς ἀμοιβὲς νὰ φέρουν εἰς πέρας τὶς ὑπηρεσίες τους στὸ κοινωνικὸ σύνολο. xyxy=(412,1604,620,1676)
hunters-p1: ΦΛΩΡΙΝΑ. — Ὁ κυνηγὸς Χάρης Δημητριάδης 35 χρονῶν ἀπὸ τὸ χωριὸ Κάτω Πρέσπες κατὰ τὴν ὀρεινή περιοχή τῶν Πρεσπῶν σκότωσε 2 ἀγριογούρουνα. xyxy=(850,968,1028,1054)
ad-casino-l2: SALT AND PEPPER xyxy=(66,1418,346,1451)
ad-brandy-brand: ΚΟΥΛΑΔΗΣ = ΠΑΠΑΔΑΚΗΣ xyxy=(939,1603,1125,1663)
news-badge: Εἰδήσεις xyxy=(679,398,789,420)
ad-karantinos-reg: ΑΡ. ΜΗΤΡΩΟΥ 95257 xyxy=(281,1881,391,1893)
egypt-title: Ο ΠΕΛΕ ΣΤΗΝ ΑΙΓΥΠΤΟ xyxy=(1436,549,1564,561)
ad-karantinos-title: ΟΙΚΟΣ ΣΤΕΡΓΙΑΣ ΚΑΡΑΝΤΙΝΟΥ xyxy=(64,1727,348,1748)
cost-p5: ἔταν μιὰ ἁπλὴ νοικοκυρά. Συνεπῶς, δὲν ἔχουν καμμία ἐργασία ὡς πρὸς τῆς ἐπιμηχανικῆς ὡστόσο. xyxy=(630,1154,838,1197)
ad-socrate xyxy=(870,1798,1210,2136)
ad-socrate-name: « SOCRATE » xyxy=(952,1865,1128,1890)
kerr-title: Ο ΧΕΡΡΕΡΑ xyxy=(1469,1152,1531,1164)
phone-row: ΠΡΟΞΕΝΕΙΟΝ 93260 xyxy=(850,1271,1028,1284)
koupiassia-p5: Ἡ δευτέρα ἀγωνιστικὴ ἡμέρα θὰ διεξαχθῇ μετὰ 15ἡμέρων. xyxy=(1040,700,1216,743)
salt-pepper-logo xyxy=(287,1480,387,1580)
meeting-title: ΣΥΝΕΣΤΙΑΣΙΣ xyxy=(169,1116,247,1129)
foreign-badge-2: ΜΕ ΞΕΝΟ xyxy=(875,124,995,154)
ad-brandy-noe xyxy=(856,1448,1208,1764)
ad-brandy-l3: ΠΑΡΑΓΩΓΗ ΤΗΣ ΕΛΛΗΝΙΚΗΣ ΠΟΤΟΠΟΙΙΑΣ xyxy=(917,1581,1147,1593)
col2-p7: Καλὰ θὰ τὸ σκεφθῶ εἶπε τελικὰ ὁ Κινέζος καὶ ἔσπευσε νὰ ἀπομακρυνθῇ. xyxy=(412,404,620,447)
assoc-headline-2: ΣΥΛΛΟΓΟΣ ΚΑΪΡΟΥ xyxy=(76,835,340,861)
mission-title-1: ΕΠΙΤΥΧΗΣ ΕΠΕΜΒΑΣΙΣ xyxy=(872,191,998,202)
koupiassia-article xyxy=(1040,390,1216,1279)
ad-socrate-address: 2 RUE KASR EL NIL xyxy=(986,1989,1094,2001)
jealousy-title: Ἡ ζήλεια xyxy=(630,242,710,263)
ad-casino-l8: ΤΗΝ ΧΟΡΕΥΤΡΙΑ ΑΝΑΤΟΛΙΚΩΝ ΧΟΡΩΝ HALA EL SAFY xyxy=(58,1590,354,1602)
seven-title-2: ΚΑΙ 6.000 ΡΑΥΜΑΤΑ xyxy=(1447,1000,1553,1012)
cost-p7: Ὕστερα ἀπὸ πολλὲς δικαστικὲς ἐπιστολὲς καὶ ἔρευνες, ὁ Ἄρειος Πάγος ἀπεφάσισε, ὅτι ἔχει δικαί τῆς καὶ νὰ παίρνει συντάξεις τῆς ἀξίας τῶν 75 χρόνων, ἀνεξαρτήτως ἐάν ἔχουν 702 μάρκα τὸν μῆνα. Ἐπειδὴ ὅμως θὰ ἐργασθῇ δευτερόχρονη 3 μηνῶν ἔως καὶ 4 ἡμέρες γιὰ χρόνια κάθε φορά. xyxy=(630,1288,838,1417)
mission-p1: ΦΙΛΑΔΕΛΦΕΙΑ. — Τὰ σιαμαῖα βρέφη τοῦ Δομηνικανοῦ ἀγρότη Σαλβαντὸρ Ροντρίγκεζ, ποὺ γεννήθηκαν τὸν Αὔγουστο τοῦ 73 ἑνωμένα στὴ λεκάνη τους, χώρισαν στὴν πατρίδα τους χωριστὰ ἔπειτα ἀπὸ ἐπιτυχή ἐπέμβαση στὸ παιδικὸ νοσοκομεῖο τῆς Φιλαδελφείας. xyxy=(850,237,1028,380)
foreign-badge-1: Εἰδήσεις xyxy=(889,100,981,125)
koupiassia-sub2: ΤΟΥ ΕΧΟΑ xyxy=(1109,316,1165,327)
rich-title-3: ΠΡΕΣΒΕΥΤΟΥ ΣΤΟ ΠΑΡΙΣΙ xyxy=(661,454,807,467)
record-title-1: Ο ΟΛΕΜΠΙΑΚΟΣ ΥΠΟΓΡΑΦΕΙ xyxy=(1422,760,1577,772)
seven-title-3: ΕΦΤΙΑΞΑΝ ΜΠΑΛΛΑ xyxy=(1446,1013,1554,1025)
phone-row: ΑΓΙΟΣ ΚΩΝ/ΝΤΙΝΟΣ 70403 xyxy=(850,1226,1028,1239)
assoc-p3: Παρακαλοῦνται θέρμως οἱ Ἠπειρῶται ὡς καὶ οἱ φίλοι τῆς Ἠπείρου καὶ οἱ Παροικιακοὶ ὀργανώσεις ὅπως τιμήσουν διὰ τῆς παρουσίας των τὴν ἑορτὴν καὶ πανήγυριν ταύτην. xyxy=(8,1022,408,1065)
col2b-intro: Τὴν ἡμέρα ποὺ ὁ τότε δ' ἄνω συνέδριος Νικ. Μακαριέζος ἔχραψε γιὰ τὴν Κίνα εἶχε κατέβει καὶ ὁ Παττακὸς. Λίγο πρὶν ἀπὸ τὴν ὁ κυνήγηση τοῦ ἀεροπλάνου ὁ Παττακὸς χωρὶς ἐπισήμους τὸν xyxy=(630,150,838,236)
reserves-title-3: ΑΠΟΘΕΜΑΤΩΝ ΣΤΗΝ ΑΓΓΛΙΑ xyxy=(860,622,1018,634)
